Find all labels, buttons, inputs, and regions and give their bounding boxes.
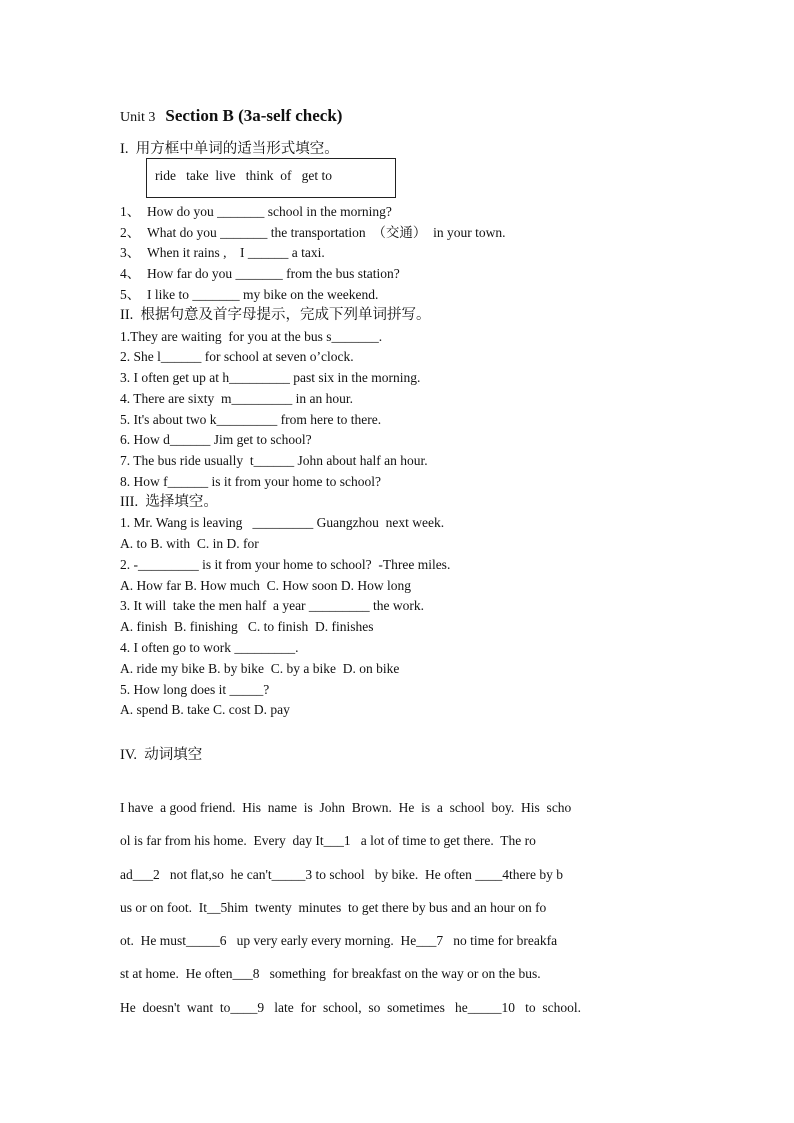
part3-question: 4. I often go to work _________.	[120, 640, 299, 655]
passage-line: ol is far from his home. Every day It___1 a lot of time to get there. The ro	[120, 833, 536, 848]
section-label: Section B (3a-self check)	[165, 106, 343, 125]
part2-item: 3. I often get up at h_________ past six in the morning.	[120, 370, 421, 385]
part3-options: A. finish B. finishing C. to finish D. finishes	[120, 619, 374, 634]
part2-item: 7. The bus ride usually t______ John about half an hour.	[120, 453, 428, 468]
part2-item: 6. How d______ Jim get to school?	[120, 432, 312, 447]
part1-item: 5、 I like to _______ my bike on the weekend.	[120, 287, 379, 302]
part3-question: 3. It will take the men half a year _________ the work.	[120, 598, 425, 613]
part2-item: 8. How f______ is it from your home to school?	[120, 474, 381, 489]
word-box	[146, 158, 396, 198]
passage-line: I have a good friend. His name is John Brown. He is a school boy. His scho	[120, 800, 572, 815]
word-box-words: ride take live think of get to	[155, 168, 332, 183]
part1-item: 3、 When it rains , I ______ a taxi.	[120, 245, 325, 260]
part3-options: A. ride my bike B. by bike C. by a bike D. on bike	[120, 661, 400, 676]
part3-options: A. to B. with C. in D. for	[120, 536, 259, 551]
part1-item: 1、 How do you _______ school in the morning?	[120, 204, 392, 219]
passage-line: ot. He must_____6 up very early every morning. He___7 no time for breakfa	[120, 933, 558, 948]
passage-line: st at home. He often___8 something for breakfast on the way or on the bus.	[120, 966, 541, 981]
part2-item: 5. It's about two k_________ from here to there.	[120, 412, 382, 427]
part1-heading: I. 用方框中单词的适当形式填空。	[120, 141, 339, 157]
page-title	[120, 106, 342, 126]
part3-options: A. How far B. How much C. How soon D. How long	[120, 578, 411, 593]
passage-line: He doesn't want to____9 late for school, so sometimes he_____10 to school.	[120, 1000, 581, 1015]
part1-item: 2、 What do you _______ the transportation （交通） in your town.	[120, 225, 506, 240]
part2-item: 1.They are waiting for you at the bus s_______.	[120, 329, 383, 344]
part3-options: A. spend B. take C. cost D. pay	[120, 702, 290, 717]
part3-heading: III. 选择填空。	[120, 494, 218, 510]
part1-item: 4、 How far do you _______ from the bus station?	[120, 266, 400, 281]
passage-line: ad___2 not flat,so he can't_____3 to school by bike. He often ____4there by b	[120, 867, 563, 882]
part4-heading: IV. 动词填空	[120, 747, 203, 763]
part2-item: 4. There are sixty m_________ in an hour.	[120, 391, 353, 406]
part3-question: 2. -_________ is it from your home to school? -Three miles.	[120, 557, 451, 572]
part2-item: 2. She l______ for school at seven o’clock.	[120, 349, 354, 364]
part3-question: 1. Mr. Wang is leaving _________ Guangzhou next week.	[120, 515, 445, 530]
passage-line: us or on foot. It__5him twenty minutes to get there by bus and an hour on fo	[120, 900, 547, 915]
part3-question: 5. How long does it _____?	[120, 682, 270, 697]
part2-heading: II. 根据句意及首字母提示，完成下列单词拼写。	[120, 307, 431, 323]
unit-label: Unit 3	[120, 110, 156, 125]
